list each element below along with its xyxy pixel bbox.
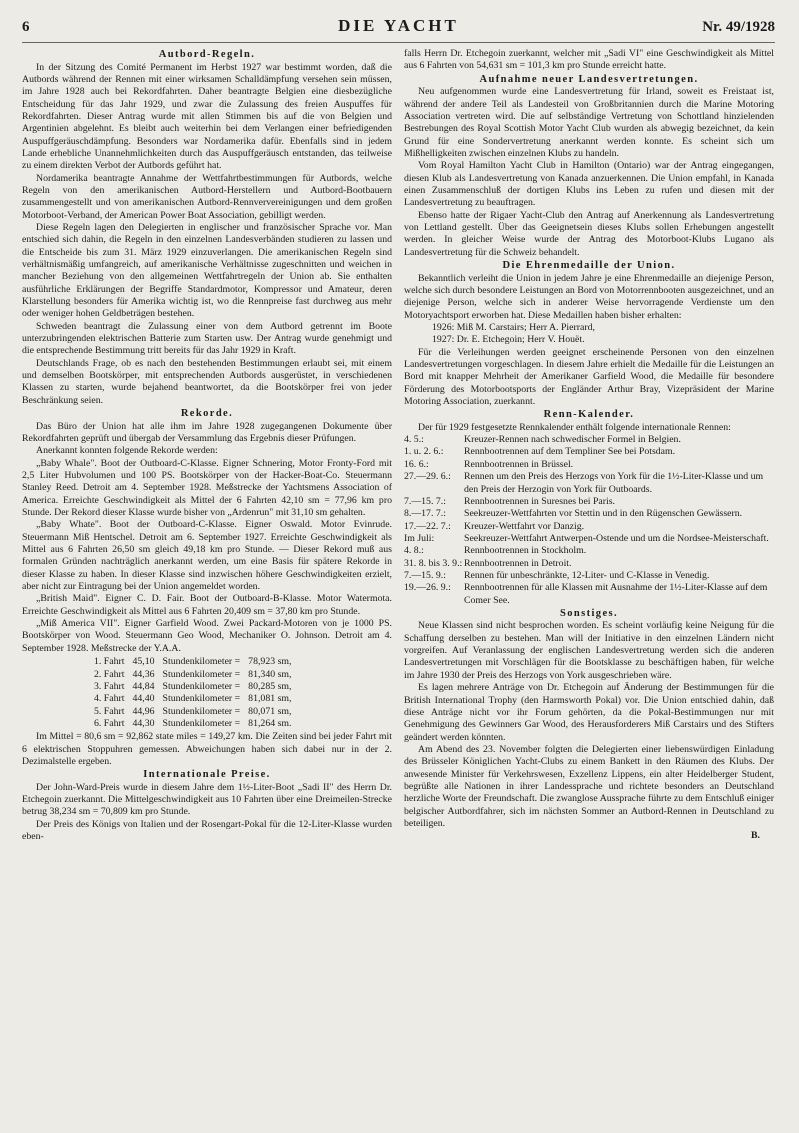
run-distance: 78,923 sm, xyxy=(248,656,292,668)
race-text: Seekreuzer-Wettfahrten vor Stettin und in den Rügenschen Gewässern. xyxy=(464,508,743,520)
paragraph: Ebenso hatte der Rigaer Yacht-Club den Antrag auf Anerkennung als Landesvertretung von Lettland gestellt. Über das Geeignetsein dieses Klubs sollen Erhebungen angestellt werden. In gleicher Weise wurde der Antrag des Motorboot-Klubs Lugano als Landesvertretung für die Schweiz behandelt. xyxy=(404,209,774,258)
paragraph: Vom Royal Hamilton Yacht Club in Hamilton (Ontario) war der Antrag eingegangen, diesen Klub als Landesvertretung von Kanada anzuerkennen. Die Union empfahl, in Kanada einen Zusammenschluß der dortigen Klubs ins Leben zu rufen und diesen mit der Landesvertretung zu beauftragen. xyxy=(404,160,774,209)
race-calendar-list xyxy=(404,434,774,607)
race-text: Kreuzer-Wettfahrt vor Danzig. xyxy=(464,520,585,532)
paragraph: Es lagen mehrere Anträge von Dr. Etchegoin auf Änderung der Bestimmungen für die British International Trophy (den Harmsworth Pokal) vor. Die Union entschied dahin, daß diese Anträge nicht vor ihr Forum gehörten, da die Pokal-Bestimmungen nur mit Genehmigung des Gewinners Gar Wood, des Herausforderers Miß Carstairs und des Stifters geändert werden könnten. xyxy=(404,682,774,743)
list-item xyxy=(404,471,774,496)
race-date: 31. 8. bis 3. 9.: xyxy=(404,557,463,569)
right-column xyxy=(404,48,774,1103)
table-row xyxy=(90,656,295,668)
page-number: 6 xyxy=(22,19,30,35)
race-date: 8.—17. 7.: xyxy=(404,508,446,520)
run-sep: Stundenkilometer = xyxy=(162,668,241,680)
run-sep: Stundenkilometer = xyxy=(162,693,241,705)
paragraph: Deutschlands Frage, ob es nach den bestehenden Bestimmungen erlaubt sei, mit einem und demselben Bootskörper, mit entsprechenden Autbords ausgerüstet, in verschiedenen Klassen zu starten, wurde bejahend beantwortet, da die Bootskörper frei von jeder Beschränkung seien. xyxy=(22,357,392,406)
section-heading-sonstiges: Sonstiges. xyxy=(559,607,619,619)
race-date: Im Juli: xyxy=(404,532,435,544)
paragraph: „Baby Whale". Boot der Outboard-C-Klasse. Eigner Schnering, Motor Fronty-Ford mit 2,5 Liter Hubvolumen und 100 PS. Bootskörper von der Hacker-Boat-Co. Steuermann Stanley Reed. Detroit am 4. September 1928. Meßstrecke der Yachtsmens Association of America. Erreichte Geschwindigkeit als Mittel der 6 Fahrten 42,10 sm = 77,96 km pro Stunde. Der Rekord dieser Klasse wurde bisher von „Ardenrun" mit 31,10 sm gehalten. xyxy=(22,457,392,519)
run-sep: Stundenkilometer = xyxy=(162,705,241,717)
section-heading-internationale-preise: Internationale Preise. xyxy=(143,769,271,781)
race-date: 19.—26. 9.: xyxy=(404,582,451,594)
table-row xyxy=(90,693,295,705)
paragraph: Schweden beantragt die Zulassung einer von dem Autbord getrennt im Boote unterzubringenden elektrischen Batterie zum Starten usw. Der Antrag wurde genehmigt und die entsprechende Bestimmung tritt bereits für das Jahr 1929 in Kraft. xyxy=(22,320,392,357)
run-label: 6. Fahrt xyxy=(94,717,125,729)
paragraph: Neue Klassen sind nicht besprochen worden. Es scheint vorläufig keine Neigung für die Schaffung derselben zu bestehen. Man will der Initiative in den einzelnen Ländern nicht vorgreifen. Auf Veranlassung der englischen Landesvertretung werden sich die anderen Landesvertretungen mit Vorschlägen für die Bootsklasse zu beschäftigen haben, für welche im Jahre 1930 der Preis des Herzogs von York ausgeschrieben wäre. xyxy=(404,620,774,681)
paragraph: In der Sitzung des Comité Permanent im Herbst 1927 war bestimmt worden, daß die Autbords während der Rennen mit einer wirksamen Schalldämpfung versehen sein müssen, im Jahre 1928 auch bei Rekordfahrten. Daher beantragte Belgien eine diesbezügliche Entscheidung für das Jahr 1929, und zwar die Zulassung des freien Auspuffes für Rekordfahrten. Dieser Antrag wurde mit allen Stimmen bis auf die von Belgien und Argentinien abgelehnt. Es bleibt auch weiterhin bei dem Verlangen einer befriedigenden Auspuffgeräuschdämpfung. Besonders war Nordamerika dafür. Ebenfalls sind in jedem Lande erhebliche Unannehmlichkeiten durch das Auspuffgeräusch entstanden, das teilweise zu einem direkten Verbot der Autbords geführt hat. xyxy=(22,61,392,172)
race-text: Rennen um den Preis des Herzogs von York für die 1½-Liter-Klasse und um den Preis der Herzogin von York für Outboards. xyxy=(464,471,764,495)
list-item xyxy=(404,582,774,607)
paragraph: Der Preis des Königs von Italien und der Rosengart-Pokal für die 12-Liter-Klasse wurden eben- xyxy=(22,818,392,843)
medal-line: 1927: Dr. E. Etchegoin; Herr V. Houët. xyxy=(432,334,585,346)
race-text: Rennbootrennen in Suresnes bei Paris. xyxy=(464,495,616,507)
issue-number: Nr. 49/1928 xyxy=(702,19,775,35)
race-date: 7.—15. 7.: xyxy=(404,495,446,507)
run-label: 4. Fahrt xyxy=(94,693,125,705)
race-date: 4. 5.: xyxy=(404,434,424,446)
run-speed: 44,36 xyxy=(132,668,155,680)
race-text: Rennbootrennen in Brüssel. xyxy=(464,458,574,470)
left-column xyxy=(22,48,392,1103)
paragraph: „Baby Whate". Boot der Outboard-C-Klasse. Eigner Oswald. Motor Evinrude. Steuermann Miß Hentschel. Detroit am 6. September 1927. Erreichte Geschwindigkeit als Mittel aus 6 Fahrten 26,50 sm gleich 49,18 km pro Stunde. — Dieser Rekord muß aus formalen Gründen nachträglich anerkannt werden, um eine Basis für spätere Rekorde in dieser Klasse zu haben. In dieser Klasse sind inzwischen höhere Geschwindigkeiten erzielt, aber nicht zur Eintragung bei der Union angemeldet worden. xyxy=(22,519,392,593)
race-text: Rennbootrennen in Detroit. xyxy=(464,557,572,569)
medal-line: 1926: Miß M. Carstairs; Herr A. Pierrard, xyxy=(432,321,595,333)
list-item xyxy=(404,459,774,471)
list-item xyxy=(404,446,774,458)
race-date: 17.—22. 7.: xyxy=(404,520,451,532)
race-text: Rennbootrennen für alle Klassen mit Ausnahme der 1½-Liter-Klasse auf dem Comer See. xyxy=(464,582,768,606)
run-distance: 81,340 sm, xyxy=(248,668,292,680)
race-text: Rennbootrennen in Stockholm. xyxy=(464,545,587,557)
paragraph: falls Herrn Dr. Etchegoin zuerkannt, welcher mit „Sadi VI" eine Geschwindigkeit als Mittel aus 6 Fahrten von 54,631 sm = 101,3 km pro Stunde erreicht hatte. xyxy=(404,48,774,72)
paragraph: Am Abend des 23. November folgten die Delegierten einer liebenswürdigen Einladung des Brüsseler Königlichen Yacht-Clubs zu einem Bankett in den Räumen des Klubs. Der anwesende Minister für Verkehrswesen, Exzellenz Lippens, ein alter Heidelberger Student, begrüßte alle Nationen in ihrer Landessprache und richtete besonders an Deutschland herzliche Worte der Freundschaft. Die zwanglose Aussprache führte zu dem Entschluß einiger belgischer Autbordfahrer, sich im nächsten Sommer an Autbord-Rennen in Deutschland zu beteiligen. xyxy=(404,743,774,829)
run-label: 3. Fahrt xyxy=(94,680,125,692)
list-item xyxy=(404,545,774,557)
paragraph: Der für 1929 festgesetzte Rennkalender enthält folgende internationale Rennen: xyxy=(418,421,731,433)
table-row xyxy=(90,718,295,730)
run-distance: 80,071 sm, xyxy=(248,705,292,717)
list-item xyxy=(404,496,774,508)
paragraph: Nordamerika beantragte Annahme der Wettfahrtbestimmungen für Autbords, welche Regeln von den amerikanischen Autbord-Herstellern und Autbord-Bootbauern zusammengestellt und von amerikanischen Autbord-Rennververeinigungen und dem großen Motorboot-Verband, der American Power Boat Association, gebilligt werden. xyxy=(22,172,392,221)
list-item xyxy=(404,521,774,533)
race-text: Kreuzer-Rennen nach schwedischer Formel in Belgien. xyxy=(464,434,681,446)
run-speed: 44,96 xyxy=(132,705,155,717)
paragraph: Das Büro der Union hat alle ihm im Jahre 1928 zugegangenen Dokumente über Rekordfahrten geprüft und übergab der Versammlung das Ergebnis dieser Prüfungen. xyxy=(22,420,392,444)
section-heading-ehrenmedaille: Die Ehrenmedaille der Union. xyxy=(502,260,676,271)
record-runs-table xyxy=(90,656,295,730)
table-row xyxy=(90,706,295,718)
race-text: Rennen für unbeschränkte, 12-Liter- und C-Klasse in Venedig. xyxy=(464,569,710,581)
author-signature: B. xyxy=(751,830,760,842)
race-date: 27.—29. 6.: xyxy=(404,471,451,483)
race-text: Seekreuzer-Wettfahrt Antwerpen-Ostende und um die Nordsee-Meisterschaft. xyxy=(464,532,769,544)
race-date: 1. u. 2. 6.: xyxy=(404,446,444,458)
paragraph: Bekanntlich verleiht die Union in jedem Jahre je eine Ehrenmedaille an diejenige Person, welche sich durch besondere Leistungen an Bord von Motorrennbooten ausgezeichnet, und an diejenige Person, welche sich in anderer Weise hervorragende Verdienste um den Motoryachtsport erworben hat. Diese Medaillen haben bisher erhalten: xyxy=(404,272,774,321)
section-heading-autbord-regeln: Autbord-Regeln. xyxy=(158,49,256,60)
paragraph: Neu aufgenommen wurde eine Landesvertretung für Irland, soweit es Freistaat ist, während der andere Teil als Landesteil von Großbritannien durch die Marine Motoring Association vertreten wird. Die auf selbständige Vertretung von Schottland hinzielenden Bestrebungen des Royal Scottish Motor Yacht Club wurden als abwegig bezeichnet, da kein Grund für eine Sondervertretung anerkannt werden konnte. Es scheint sich um Mißhelligkeiten zwischen einzelnen Klubs zu handeln. xyxy=(404,86,774,159)
section-heading-landesvertretungen: Aufnahme neuer Landesvertretungen. xyxy=(479,73,699,85)
paragraph: „Miß America VII". Eigner Garfield Wood. Zwei Packard-Motoren von je 1000 PS. Bootskörper von Wood. Steuermann Geo Wood, Mechaniker O. Johnson. Detroit am 4. September 1928. Meßstrecke der Y.A.A. xyxy=(22,618,392,654)
paragraph: Für die Verleihungen werden geeignet erscheinende Personen von den einzelnen Landesvertretungen vorgeschlagen. In diesem Jahre erhielt die Medaille für die Leistungen an Bord mit knapper Mehrheit der Amerikaner Garfield Wood, die Medaille für besondere Förderung des Motorbootsports der Engländer Arthur Bray, Vizepräsident der Marine Motoring Association, zuerkannt. xyxy=(404,346,774,407)
section-heading-rekorde: Rekorde. xyxy=(180,408,234,420)
run-sep: Stundenkilometer = xyxy=(162,717,241,729)
run-sep: Stundenkilometer = xyxy=(162,680,241,692)
article-columns xyxy=(22,48,775,1103)
list-item xyxy=(404,533,774,545)
list-item xyxy=(404,508,774,520)
race-date: 7.—15. 9.: xyxy=(404,569,446,581)
race-text: Rennbootrennen auf dem Templiner See bei Potsdam. xyxy=(464,446,676,458)
paragraph: Der John-Ward-Preis wurde in diesem Jahre dem 1½-Liter-Boot „Sadi II" des Herrn Dr. Etchegoin zuerkannt. Die Mittelgeschwindigkeit aus 10 Fahrten über eine Dreimeilen-Strecke betrug 38,234 sm = 70,809 km pro Stunde. xyxy=(22,781,392,818)
run-speed: 45,10 xyxy=(132,656,155,668)
paragraph: Diese Regeln lagen den Delegierten in englischer und französischer Sprache vor. Man entschied sich dahin, die Regeln in den einzelnen Landesverbänden studieren zu lassen und die Entscheide bis zum 31. März 1929 einzuverlangen. Die amerikanischen Regeln sind verhältnismäßig umfangreich, auf amerikanische Verhältnisse zugeschnitten und weichen in mancher Beziehung von den allgemeinen Wettfahrtregeln der Union ab. Sie enthalten ausführliche Erklärungen der Begriffe Standardmotor, Kompressor und Amateur, deren Klarstellung besonders für Amerika wichtig ist, wo die Rennpreise fast durchweg aus mehr oder weniger hohen Geldbeträgen bestehen. xyxy=(22,221,392,320)
list-item xyxy=(404,558,774,570)
run-distance: 80,285 sm, xyxy=(248,680,292,692)
run-speed: 44,40 xyxy=(132,693,155,705)
table-row xyxy=(90,669,295,681)
run-speed: 44,30 xyxy=(132,717,155,729)
run-sep: Stundenkilometer = xyxy=(162,656,241,668)
list-item xyxy=(404,434,774,446)
page-header xyxy=(22,16,775,43)
table-row xyxy=(90,681,295,693)
run-distance: 81,081 sm, xyxy=(248,693,292,705)
run-label: 5. Fahrt xyxy=(94,705,125,717)
paragraph: Im Mittel = 80,6 sm = 92,862 state miles = 149,27 km. Die Zeiten sind bei jeder Fahrt mit 6 elektrischen Stoppuhren gemessen. Abweichungen haben sich dabei nur in der 2. Dezimalstelle ergeben. xyxy=(22,731,392,767)
paragraph: „British Maid". Eigner C. D. Fair. Boot der Outboard-B-Klasse. Motor Watermota. Erreichte Geschwindigkeit als Mittel aus 6 Fahrten 20,409 sm = 37,80 km pro Stunde. xyxy=(22,593,392,617)
run-distance: 81,264 sm. xyxy=(248,717,292,729)
race-date: 4. 8.: xyxy=(404,545,424,557)
race-date: 16. 6.: xyxy=(404,458,429,470)
run-speed: 44,84 xyxy=(132,680,155,692)
run-label: 2. Fahrt xyxy=(94,668,125,680)
section-heading-renn-kalender: Renn-Kalender. xyxy=(543,409,635,421)
journal-title: DIE YACHT xyxy=(338,16,459,35)
list-item xyxy=(404,570,774,582)
run-label: 1. Fahrt xyxy=(94,656,125,668)
paragraph: Anerkannt konnten folgende Rekorde werden: xyxy=(36,445,218,457)
